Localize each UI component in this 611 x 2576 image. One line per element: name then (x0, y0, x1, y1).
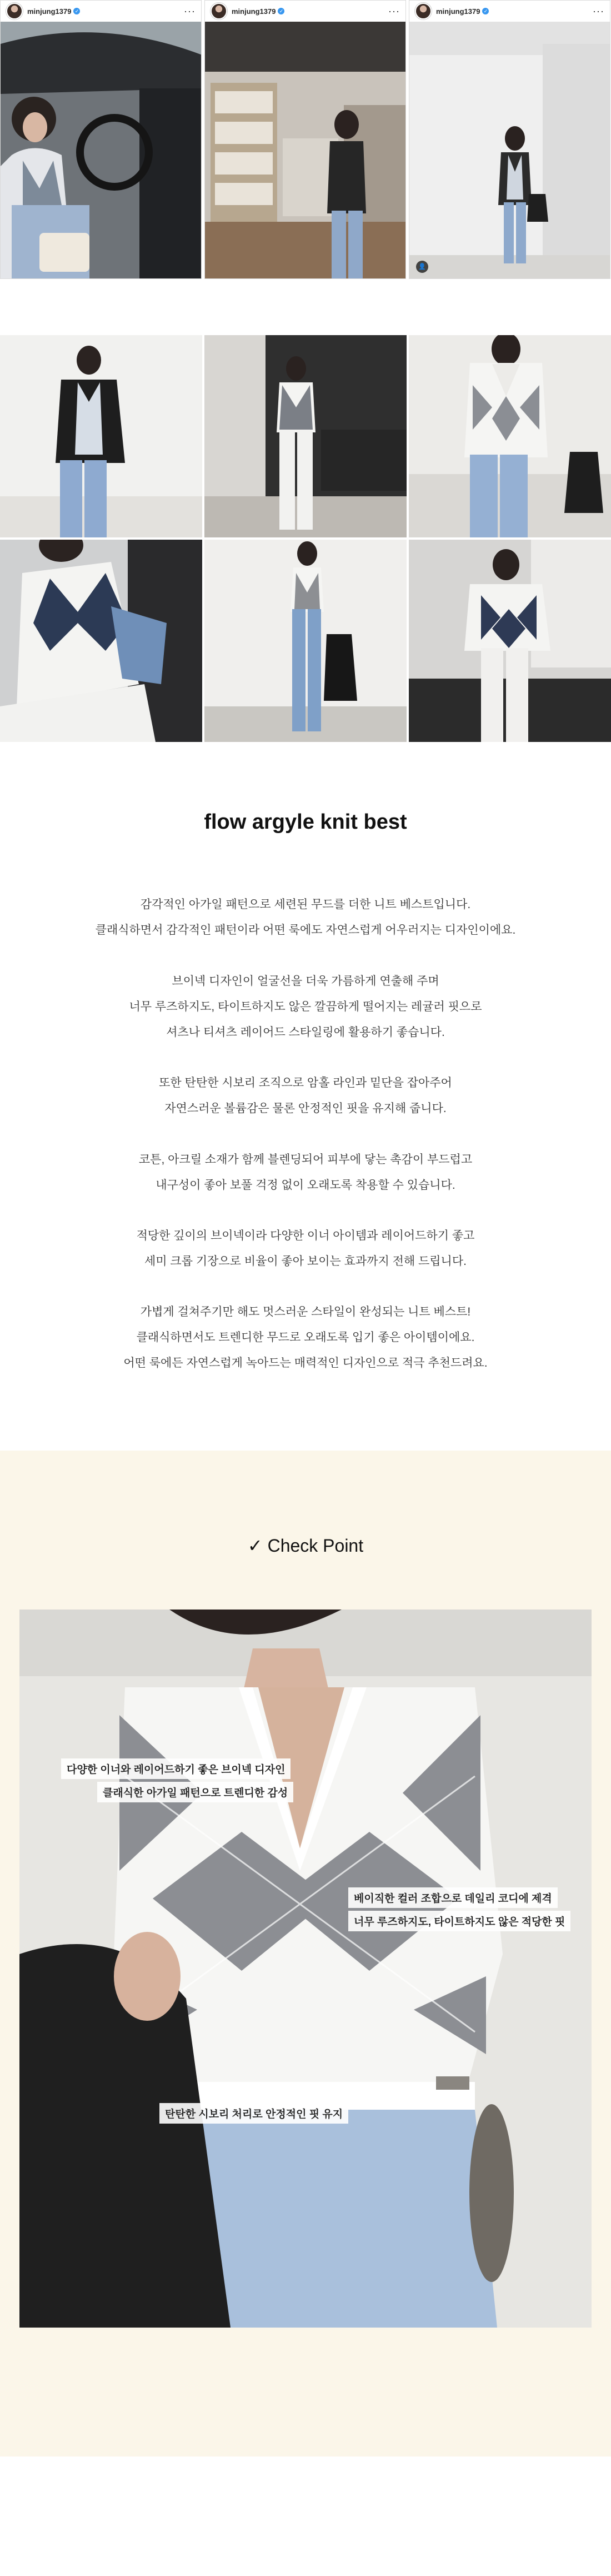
post-header (205, 1, 405, 22)
instagram-post-1 (0, 0, 202, 279)
description-line: 셔츠나 티셔츠 레이어드 스타일링에 활용하기 좋습니다. (166, 1026, 445, 1039)
feature-label: 다양한 이너와 레이어드하기 좋은 브이넥 디자인 (61, 1758, 291, 1779)
feature-label: 베이직한 컬러 조합으로 데일리 코디에 제격 (348, 1887, 558, 1908)
description-line: 내구성이 좋아 보풀 걱정 없이 오래도록 착용할 수 있습니다. (156, 1179, 455, 1192)
grid-photo-4 (0, 540, 202, 742)
instagram-post-2 (204, 0, 406, 279)
verified-badge-icon: ✓ (73, 8, 80, 14)
description-line: 적당한 깊이의 브이넥이라 다양한 이너 아이템과 레이어드하기 좋고 (136, 1229, 475, 1242)
description-line: 어떤 룩에든 자연스럽게 녹아드는 매력적인 디자인으로 적극 추천드려요. (123, 1357, 488, 1369)
avatar[interactable] (415, 3, 432, 19)
description-paragraph (0, 1070, 611, 1122)
post-username[interactable]: minjung1379 (232, 7, 276, 16)
description-line: 너무 루즈하지도, 타이트하지도 않은 깔끔하게 떨어지는 레귤러 핏으로 (129, 1000, 482, 1013)
instagram-post-3 (409, 0, 610, 279)
description-paragraph (0, 969, 611, 1045)
grid-photo-3 (409, 335, 611, 537)
description-line: 코튼, 아크릴 소재가 함께 블렌딩되어 피부에 닿는 촉감이 부드럽고 (138, 1153, 473, 1166)
feature-label: 탄탄한 시보리 처리로 안정적인 핏 유지 (159, 2103, 348, 2124)
post-photo-hallway (409, 22, 610, 279)
check-point-photo (19, 1610, 592, 2328)
ellipsis-icon[interactable]: ··· (593, 5, 604, 17)
description-line: 감각적인 아가일 패턴으로 세련된 무드를 더한 니트 베스트입니다. (140, 898, 471, 911)
feature-label: 클래식한 아가일 패턴으로 트렌디한 감성 (97, 1782, 293, 1802)
description-line: 세미 크롭 기장으로 비율이 좋아 보이는 효과까지 전해 드립니다. (144, 1255, 467, 1268)
feature-label: 너무 루즈하지도, 타이트하지도 않은 적당한 핏 (348, 1911, 570, 1931)
description-line: 또한 탄탄한 시보리 조직으로 암홀 라인과 밑단을 잡아주어 (159, 1077, 452, 1089)
post-photo-car (1, 22, 201, 279)
post-photo-store (205, 22, 405, 279)
description-paragraph (0, 1147, 611, 1198)
verified-badge-icon: ✓ (278, 8, 284, 14)
description-line: 가볍게 걸쳐주기만 해도 멋스러운 스타일이 완성되는 니트 베스트! (140, 1306, 471, 1318)
avatar[interactable] (6, 3, 23, 19)
description-paragraph (0, 892, 611, 943)
post-username[interactable]: minjung1379 (436, 7, 480, 16)
post-header (409, 1, 610, 22)
description-line: 브이넥 디자인이 얼굴선을 더욱 가름하게 연출해 주며 (172, 975, 439, 988)
ellipsis-icon[interactable]: ··· (388, 5, 400, 17)
post-username[interactable]: minjung1379 (27, 7, 72, 16)
ellipsis-icon[interactable]: ··· (184, 5, 196, 17)
description-line: 자연스러운 볼륨감은 물론 안정적인 핏을 유지해 줍니다. (164, 1102, 447, 1115)
check-point-title: ✓ Check Point (247, 1536, 364, 1556)
description-paragraph (0, 1223, 611, 1274)
avatar[interactable] (211, 3, 227, 19)
description-line: 클래식하면서도 트렌디한 무드로 오래도록 입기 좋은 아이템이에요. (136, 1331, 475, 1344)
post-header (1, 1, 201, 22)
grid-photo-5 (204, 540, 407, 742)
description-paragraph (0, 1299, 611, 1376)
product-title: flow argyle knit best (204, 810, 407, 834)
grid-photo-6 (409, 540, 611, 742)
grid-photo-2 (204, 335, 407, 537)
user-tag-icon[interactable]: 👤 (416, 261, 428, 273)
verified-badge-icon: ✓ (482, 8, 489, 14)
grid-photo-1 (0, 335, 202, 537)
description-line: 클래식하면서 감각적인 패턴이라 어떤 룩에도 자연스럽게 어우러지는 디자인이에요. (95, 924, 516, 936)
